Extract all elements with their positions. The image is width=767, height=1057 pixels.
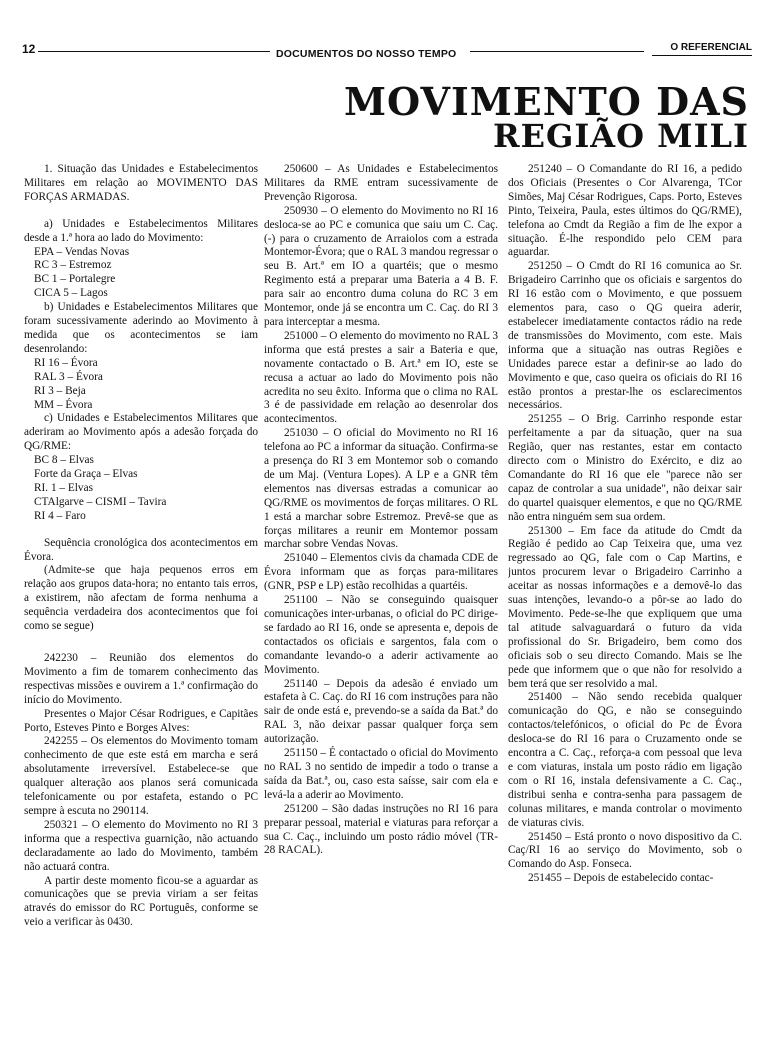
headline-line-1: MOVIMENTO DAS (343, 79, 749, 124)
paragraph: (Admite-se que haja pequenos erros em relação aos grupos data-hora; no entanto tais erros, a existirem, não afectam de forma nenhuma a sequência verdadeira dos acontecimentos que foi como se segue) (24, 564, 258, 633)
paragraph: 251200 – São dadas instruções no RI 16 para preparar pessoal, material e viaturas para reforçar a sua C. Caç., incluindo um posto rádio móvel (TR-28 RACAL). (264, 802, 498, 857)
column-3 (508, 163, 742, 1053)
header-rule-right (652, 55, 752, 56)
paragraph: 251030 – O oficial do Movimento no RI 16 telefona ao PC a informar da situação. Confirma-se a presença do RI 3 em Montemor sob o comando de um Maj. (Ventura Lopes). A LP e a GNR têm elementos nas diversas estradas a comunicar ao QG/RME os movimentos de forças militares. O RL 1 está a marchar sobre Estremoz. Prevê-se que as forças militares a reunir em Montemor possam marchar sobre Vendas Novas. (264, 427, 498, 551)
column-1 (24, 163, 258, 1053)
paragraph: a) Unidades e Estabelecimentos Militares desde a 1.ª hora ao lado do Movimento: (24, 217, 258, 244)
list-item: RI 4 – Faro (34, 509, 86, 522)
list-item: BC 1 – Portalegre (34, 273, 116, 286)
list-item: MM – Évora (34, 398, 93, 411)
list-item: RI 3 – Beja (34, 384, 86, 397)
headline-line-2: REGIÃO MILI (493, 117, 749, 155)
paragraph: 1. Situação das Unidades e Estabelecimentos Militares em relação ao MOVIMENTO DAS FORÇAS ARMADAS. (24, 163, 258, 203)
paragraph: 251300 – Em face da atitude do Cmdt da Região é pedido ao Cap Teixeira que, uma vez regressado ao QG, fale com o Cap Martins, e juntos procurem levar o Brigadeiro Carrinho a aceitar as nossas informações e a demovê-lo das suas intenções, levando-o a pôr-se ao lado do Movimento. Pede-se-lhe que expliquem que uma tal atitude salvaguardará o futuro da vida profissional do Sr. Brigadeiro, bem como dos oficiais sob o seu directo Comando. Mais se lhe pede que informem que o que não for resolvido a bem terá que ser resolvido a mal. (508, 524, 742, 690)
paragraph: 251400 – Não sendo recebida qualquer comunicação do QG, e não se conseguindo contactos/telefónicos, o oficial do Pc de Évora desloca-se do RI 16 para o Cruzamento onde se encontra a C. Caç., reforça-a com pessoal que leva e com viaturas, instala um posto rádio em ligação com o RI 16, instala defensivamente a C. Caç., distribui senha e contra-senha para passagem de colunas militares, e manda controlar o movimento de viaturas civis. (508, 691, 742, 829)
paragraph: 242255 – Os elementos do Movimento tomam conhecimento de que este está em marcha e será absolutamente irreversível. Estabelece-se que qualquer alteração aos planos será comunicada telefonicamente ou por estafeta, estando o PC sempre à escuta no 290114. (24, 735, 258, 817)
column-2 (264, 163, 498, 1053)
paragraph: 251040 – Elementos civis da chamada CDE de Évora informam que as forças para-militares (GNR, PSP e LP) estão recolhidas a quartéis. (264, 552, 498, 593)
list-item: RI. 1 – Elvas (34, 481, 93, 494)
paragraph: 242230 – Reunião dos elementos do Movimento a fim de tomarem conhecimento das respectivas missões e ouvirem a 1.ª confirmação do início do Movimento. (24, 652, 258, 706)
paragraph: c) Unidades e Estabelecimentos Militares que aderiram ao Movimento após a adesão forçada do QG/RME: (24, 412, 258, 453)
list-item: RAL 3 – Évora (34, 370, 103, 383)
paragraph: A partir deste momento ficou-se a aguardar as comunicações que se previa viriam a ser feitas através do emissor do RC Português, conforme se veio a verificar às 0430. (24, 874, 258, 929)
paragraph: 250321 – O elemento do Movimento no RI 3 informa que a respectiva guarnição, não actuando declaradamente ao lado do Movimento, também não actuará contra. (24, 818, 258, 873)
list-item: RC 3 – Estremoz (34, 259, 112, 272)
list-item: CICA 5 – Lagos (34, 287, 108, 300)
paragraph: 251000 – O elemento do movimento no RAL 3 informa que está prestes a sair a Bateria e que, novamente contactado o B. Art.ª em IO, este se recusa a actuar ao lado do Movimento pois não acredita no seu êxito. Informa que o clima no RAL 3 é de passividade em relação ao desenrolar dos acontecimentos. (264, 329, 498, 426)
paragraph: 251455 – Depois de estabelecido contac- (528, 872, 714, 885)
publication-title: DOCUMENTOS DO NOSSO TEMPO (276, 48, 457, 60)
section-title: O REFERENCIAL (670, 42, 752, 53)
paragraph: 251140 – Depois da adesão é enviado um estafeta à C. Caç. do RI 16 com instruções para não sair de onde está e, prevendo-se a saída da Bat.ª do RAL 3, não deixar passar qualquer força sem autorização. (264, 677, 498, 746)
paragraph: 251150 – É contactado o oficial do Movimento no RAL 3 no sentido de impedir a todo o transe a saída da Bat.ª, ou, caso esta saísse, sair com ela e levá-la a aderir ao Movimento. (264, 747, 498, 801)
article-body (24, 163, 746, 1053)
paragraph: 251250 – O Cmdt do RI 16 comunica ao Sr. Brigadeiro Carrinho que os oficiais e sargentos do RI 16 estão com o Movimento, e que possuem elementos para, caso o QG queira aderir, estabelecer imediatamente contactos rádio na rede de transmissões do Movimento, com este. Mais informa que a situação nas outras Regiões e Unidades parece estar a definir-se ao lado do Movimento e que, caso queira os oficiais do RI 16 estão prontos a prestar-lhe os esclarecimentos necessários. (508, 260, 742, 412)
page-number: 12 (22, 42, 36, 56)
paragraph: Sequência cronológica dos acontecimentos em Évora. (24, 536, 258, 563)
paragraph: 251100 – Não se conseguindo quaisquer comunicações inter-urbanas, o oficial do PC dirige-se fardado ao RI 16, onde se apresenta e, depois de contactados os oficiais e sargentos, fala com o comandante levando-o a aderir activamente ao Movimento. (264, 594, 498, 676)
header-rule-middle (470, 51, 644, 52)
list-item: Forte da Graça – Elvas (34, 468, 138, 481)
paragraph: b) Unidades e Estabelecimentos Militares que foram sucessivamente aderindo ao Movimento à medida que os acontecimentos se iam desenrolando: (24, 301, 258, 355)
paragraph: 251255 – O Brig. Carrinho responde estar perfeitamente a par da situação, quer na sua Região, quer nas restantes, estar em contacto directo com o Ministro do Exército, e diz ao Comandante do RI 16 que ele "parece não ser capaz de controlar a sua unidade", não deixar sair do quartel quaisquer elementos, e que no QG/RME não entra ninguém sem sua ordem. (508, 413, 742, 523)
paragraph: 251240 – O Comandante do RI 16, a pedido dos Oficiais (Presentes o Cor Alvarenga, TCor Simões, Maj César Rodrigues, Caps. Porto, Esteves Pinto, Teixeira, Paula, estes últimos do QG/RME), telefona ao Cmdt da Região a fim de lhe expor a situação. É-lhe respondido pelo CEM para aguardar. (508, 163, 742, 259)
paragraph: Presentes o Major César Rodrigues, e Capitães Porto, Esteves Pinto e Borges Alves: (24, 707, 258, 734)
list-item: BC 8 – Elvas (34, 454, 94, 467)
paragraph: 251450 – Está pronto o novo dispositivo da C. Caç/RI 16 ao serviço do Movimento, sob o Comando do Asp. Fonseca. (508, 830, 742, 871)
header-rule-left (38, 51, 270, 52)
list-item: EPA – Vendas Novas (34, 245, 130, 258)
paragraph: 250930 – O elemento do Movimento no RI 16 desloca-se ao PC e comunica que saiu um C. Caç. (-) para o cruzamento de Arraiolos com a estrada Montemor-Évora; que o RAL 3 mandou regressar o seu B. Art.ª em IO a quartéis; que o mesmo Regimento está a preparar uma Bateria a 4 B. F. para sair ao encontro duma coluna do RC 3 em Montemor, onde já se encontra um C. Caç. do RI 3 para interceptar a mesma. (264, 204, 498, 328)
list-item: CTAlgarve – CISMI – Tavira (34, 495, 167, 508)
paragraph: 250600 – As Unidades e Estabelecimentos Militares da RME entram sucessivamente de Prevenção Rigorosa. (264, 163, 498, 203)
running-head (22, 40, 752, 60)
list-item: RI 16 – Évora (34, 356, 98, 369)
